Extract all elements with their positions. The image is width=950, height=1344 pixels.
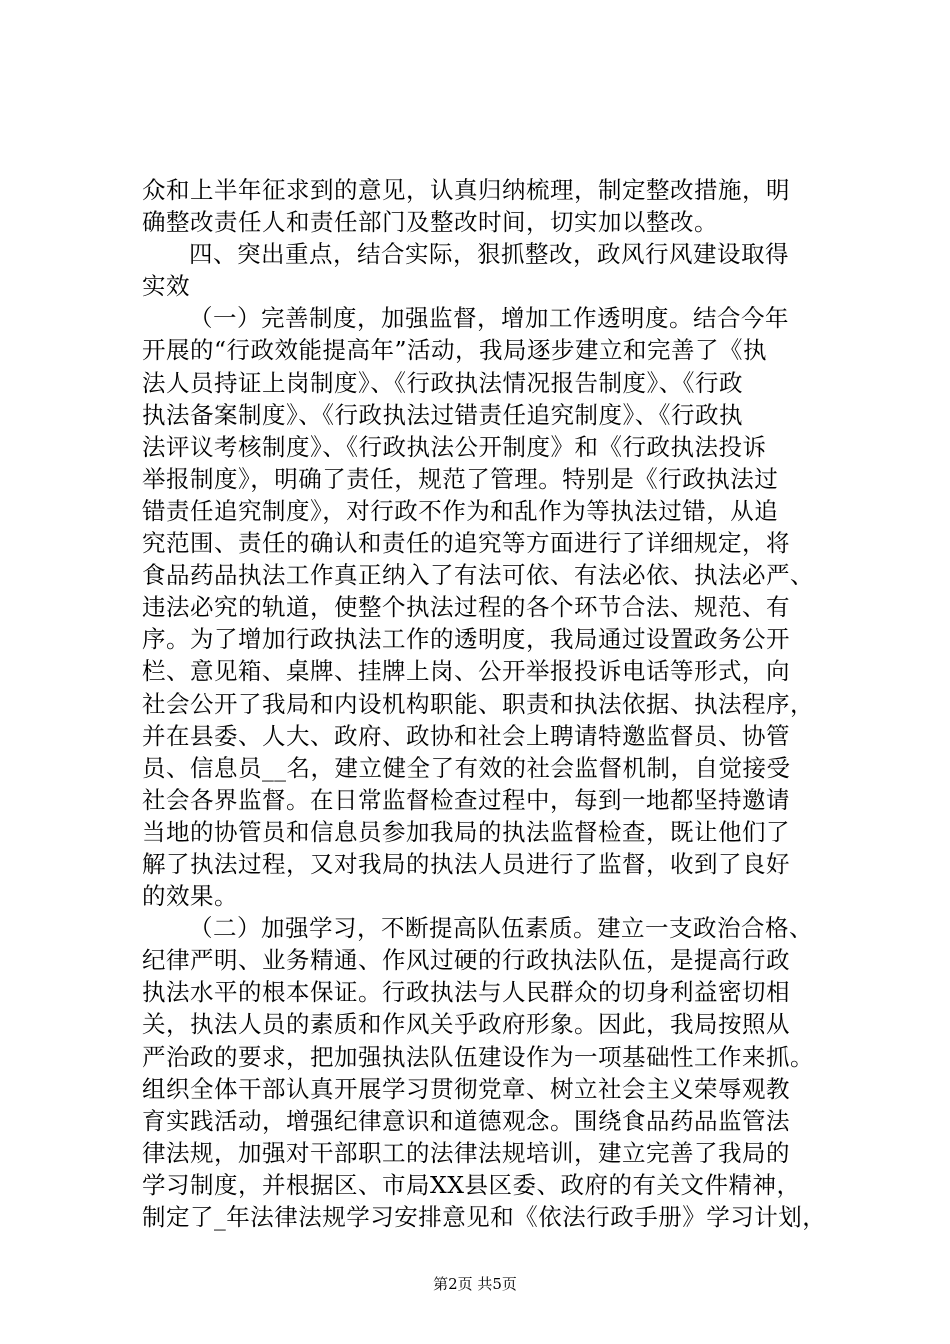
text-line: 食品药品执法工作真正纳入了有法可依、有法必依、执法必严、 xyxy=(142,561,814,590)
text-line: 栏、意见箱、桌牌、挂牌上岗、公开举报投诉电话等形式，向 xyxy=(142,657,790,686)
text-line: 序。为了增加行政执法工作的透明度，我局通过设置政务公开 xyxy=(142,625,790,654)
section-heading: 四、突出重点，结合实际，狠抓整改，政风行风建设取得 xyxy=(189,240,789,269)
text-line: 确整改责任人和责任部门及整改时间，切实加以整改。 xyxy=(142,208,718,237)
subsection-paragraph-start: （一）完善制度，加强监督，增加工作透明度。结合今年 xyxy=(189,304,789,333)
subsection-paragraph-start: （二）加强学习，不断提高队伍素质。建立一支政治合格、 xyxy=(189,914,813,943)
text-line: 社会公开了我局和内设机构职能、职责和执法依据、执法程序， xyxy=(142,689,814,718)
page-footer: 第2页 共5页 xyxy=(433,1275,517,1293)
text-line: 法人员持证上岗制度》、《行政执法情况报告制度》、《行政 xyxy=(142,368,743,397)
text-line: 开展的“行政效能提高年”活动，我局逐步建立和完善了《执 xyxy=(142,336,768,365)
text-line: 制定了_年法律法规学习安排意见和《依法行政手册》学习计划， xyxy=(142,1203,827,1231)
body-text xyxy=(142,174,832,1233)
text-line: 错责任追究制度》，对行政不作为和乱作为等执法过错，从追 xyxy=(142,496,779,525)
text-line: 众和上半年征求到的意见，认真归纳梳理，制定整改措施，明 xyxy=(142,176,790,204)
text-line: 执法水平的根本保证。行政执法与人民群众的切身利益密切相 xyxy=(142,978,790,1007)
text-line: 举报制度》，明确了责任，规范了管理。特别是《行政执法过 xyxy=(142,464,779,493)
text-line: 组织全体干部认真开展学习贯彻党章、树立社会主义荣辱观教 xyxy=(142,1074,790,1103)
text-line: 的效果。 xyxy=(142,882,238,911)
text-line: 违法必究的轨道，使整个执法过程的各个环节合法、规范、有 xyxy=(142,593,790,622)
text-line: 究范围、责任的确认和责任的追究等方面进行了详细规定，将 xyxy=(142,529,790,558)
text-line: 员、信息员__名，建立健全了有效的社会监督机制，自觉接受 xyxy=(142,753,791,782)
text-line: 严治政的要求，把加强执法队伍建设作为一项基础性工作来抓。 xyxy=(142,1042,814,1071)
text-line: 解了执法过程，又对我局的执法人员进行了监督，收到了良好 xyxy=(142,849,790,878)
text-line: 法评议考核制度》、《行政执法公开制度》和《行政执法投诉 xyxy=(142,432,767,461)
text-line: 律法规，加强对干部职工的法律法规培训，建立完善了我局的 xyxy=(142,1138,790,1167)
text-line: 关，执法人员的素质和作风关乎政府形象。因此，我局按照从 xyxy=(142,1010,790,1039)
text-line: 执法备案制度》、《行政执法过错责任追究制度》、《行政执 xyxy=(142,400,743,429)
text-line: 育实践活动，增强纪律意识和道德观念。围绕食品药品监管法 xyxy=(142,1106,790,1135)
text-line: 社会各界监督。在日常监督检查过程中，每到一地都坚持邀请 xyxy=(142,785,790,814)
section-heading-cont: 实效 xyxy=(142,272,190,301)
text-line: 纪律严明、业务精通、作风过硬的行政执法队伍，是提高行政 xyxy=(142,946,790,975)
text-line: 并在县委、人大、政府、政协和社会上聘请特邀监督员、协管 xyxy=(142,721,790,750)
text-line: 当地的协管员和信息员参加我局的执法监督检查，既让他们了 xyxy=(142,817,790,846)
text-line: 学习制度，并根据区、市局XX县区委、政府的有关文件精神， xyxy=(142,1170,801,1199)
